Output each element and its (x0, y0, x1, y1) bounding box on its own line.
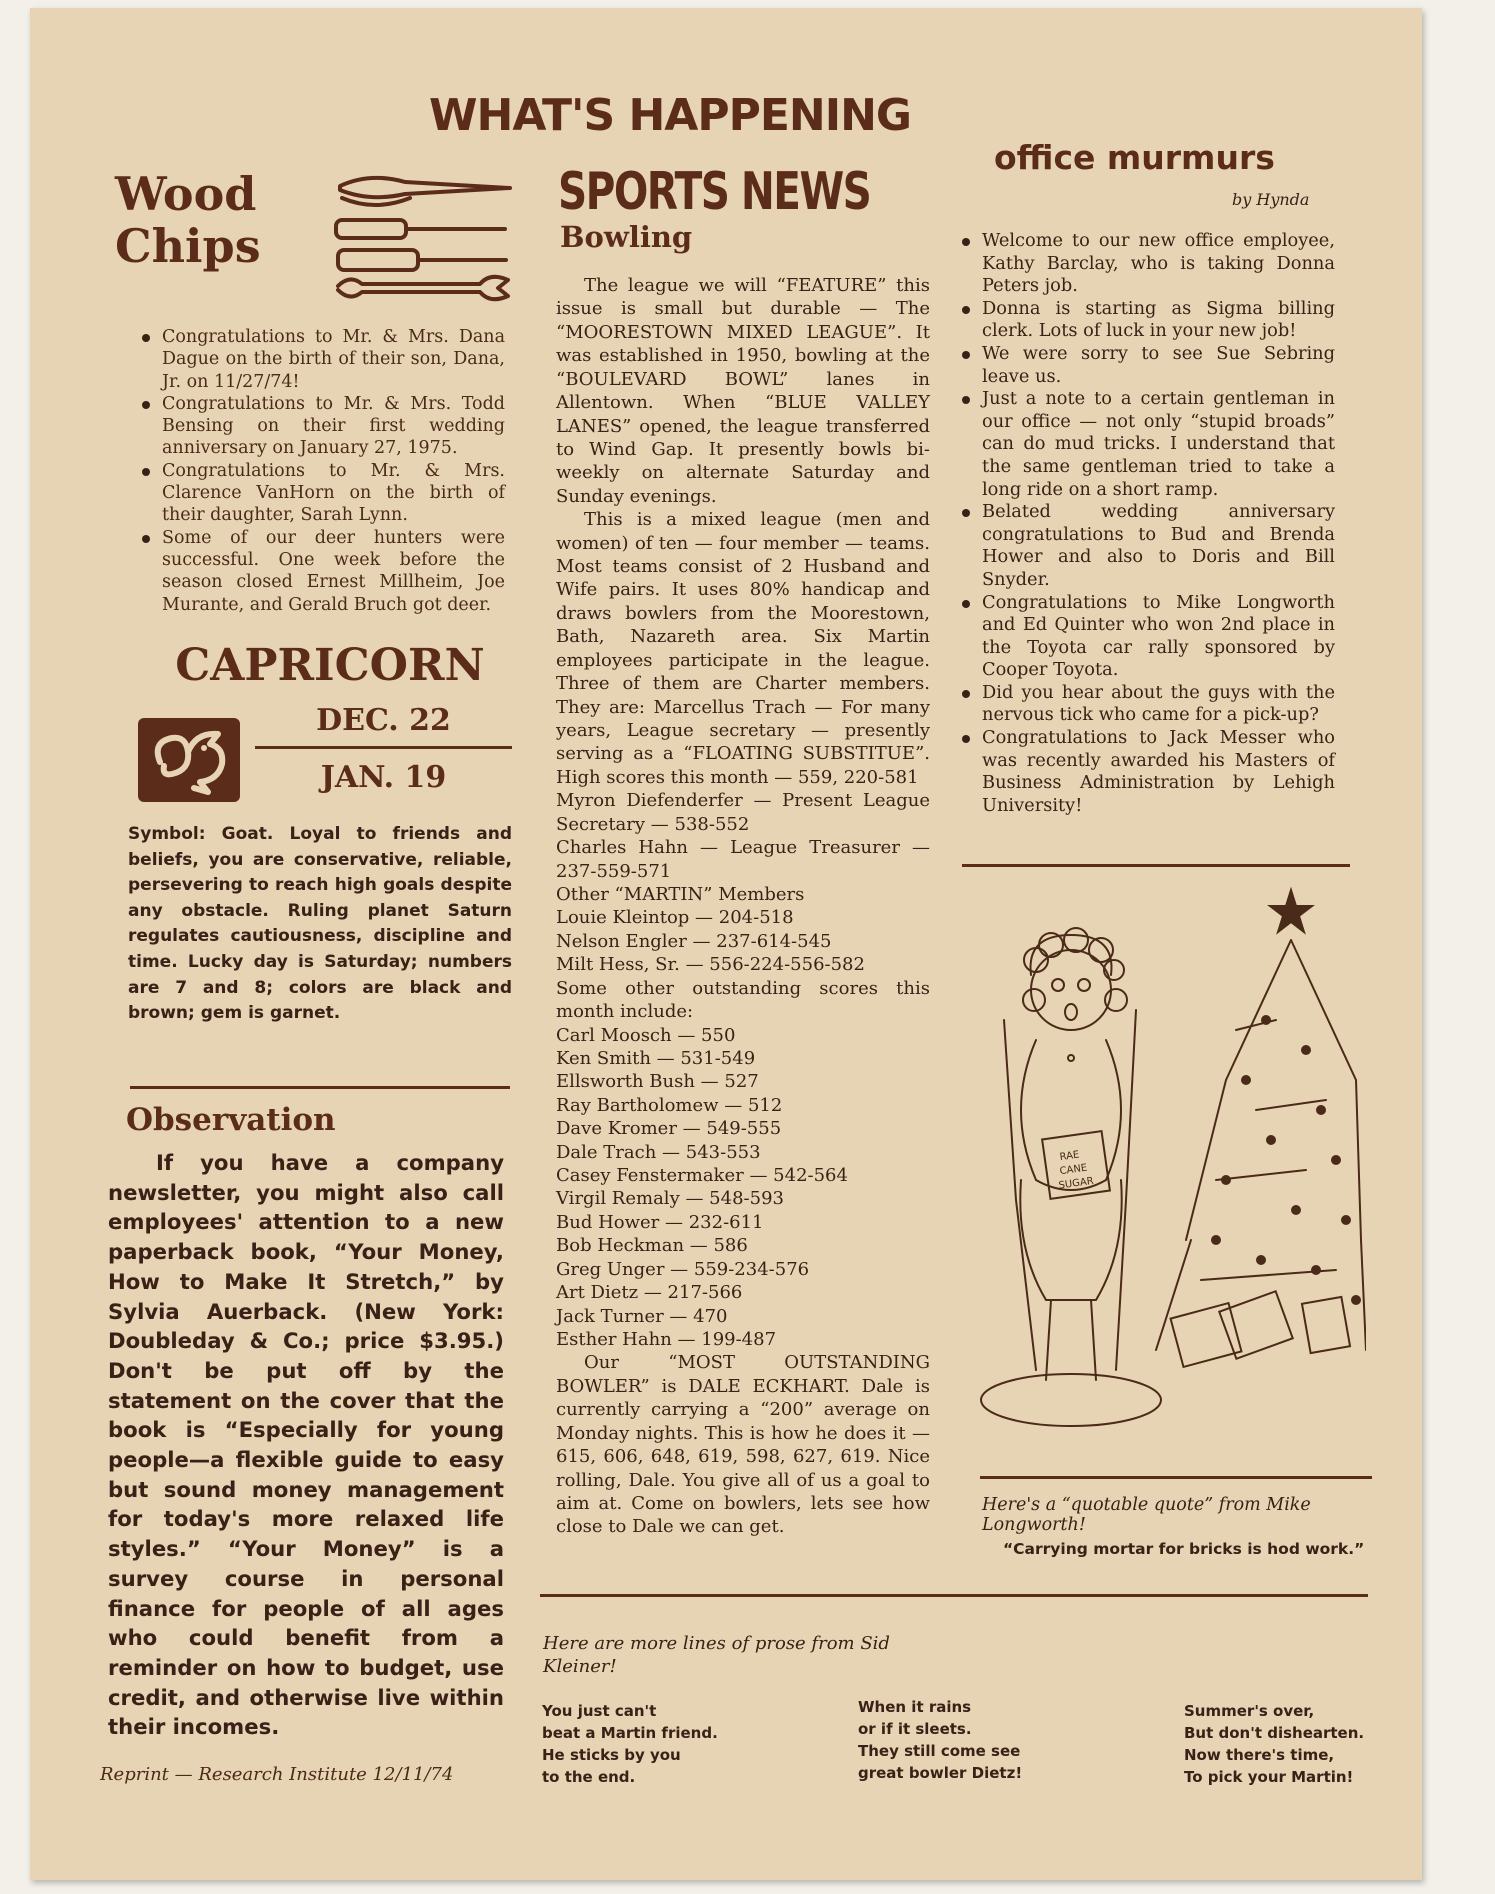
poem-line: But don't dishearten. (1184, 1724, 1365, 1742)
officer-line: Charles Hahn — League Treasurer — 237-559-571 (556, 837, 930, 882)
capricorn-text: Symbol: Goat. Loyal to friends and beliefs, you are conservative, reliable, persevering to reach high goals despite any obstacle. Ruling planet Saturn regulates cautiousness, discipline and time. Lucky day is Saturday; numbers are 7 and 8; colors are black and brown; gem is garnet. (128, 824, 512, 1024)
list-item: Belated wedding anniversary congratulations to Bud and Brenda Hower and also to Doris and Bill Snyder. (960, 501, 1335, 591)
poem-line: You just can't (542, 1702, 657, 1720)
score-line: Dave Kromer — 549-555 (556, 1118, 782, 1140)
box-label: RAE (1059, 1149, 1081, 1164)
score-line: Bud Hower — 232-611 (556, 1211, 764, 1233)
poem-line: When it rains (858, 1698, 972, 1716)
wood-chips-list (140, 326, 505, 616)
members-heading: Other “MARTIN” Members (556, 883, 805, 905)
reprint-credit: Reprint — Research Institute 12/11/74 (100, 1764, 454, 1785)
sports-paragraph: The league we will “FEATURE” this issue is small but durable — The “MOORESTOWN MIXED LEAGUE”. It was established in 1950, bowling at the “BOULEVARD BOWL” lanes in Allentown. When “BLUE VALLEY LANES” opened, the league transferred to Wind Gap. It presently bowls bi-weekly on alternate Saturday and Sunday evenings. (556, 275, 930, 507)
tools-icon (330, 168, 515, 308)
poem-line: or if it sleets. (858, 1720, 972, 1738)
divider (130, 1086, 510, 1089)
divider (962, 864, 1350, 867)
goat-sign-icon (138, 718, 240, 802)
poem (858, 1696, 1058, 1784)
list-item: Congratulations to Jack Messer who was recently awarded his Masters of Business Administration by Lehigh University! (960, 727, 1335, 817)
score-line: Jack Turner — 470 (556, 1305, 728, 1327)
divider (980, 1476, 1372, 1479)
list-item: Donna is starting as Sigma billing clerk. Lots of luck in your new job! (960, 298, 1335, 343)
poem (542, 1700, 762, 1788)
score-line: Art Dietz — 217-566 (556, 1282, 743, 1304)
box-label: SUGAR (1058, 1175, 1095, 1192)
date-start: DEC. 22 (316, 703, 451, 738)
capricorn-dates (255, 700, 512, 799)
scores-heading: Some other outstanding scores this month include: (556, 977, 930, 1023)
list-item: Welcome to our new office employee, Kathy Barclay, who is taking Donna Peters job. (960, 230, 1335, 298)
score-line: Esther Hahn — 199-487 (556, 1328, 777, 1350)
score-line: Ellsworth Bush — 527 (556, 1071, 759, 1093)
poem-line: to the end. (542, 1768, 636, 1786)
score-line: Dale Trach — 543-553 (556, 1141, 761, 1163)
page-title: WHAT'S HAPPENING (428, 90, 912, 141)
poem-line: beat a Martin friend. (542, 1724, 718, 1742)
poem-line: He sticks by you (542, 1746, 681, 1764)
poem-line: To pick your Martin! (1184, 1768, 1354, 1786)
member-line: Milt Hess, Sr. — 556-224-556-582 (556, 954, 865, 976)
wood-chips-title-line2: Chips (115, 219, 261, 273)
score-line: Carl Moosch — 550 (556, 1024, 736, 1046)
score-line: Bob Heckman — 586 (556, 1235, 748, 1257)
officer-line: Myron Diefenderfer — Present League Secretary — 538-552 (556, 790, 930, 835)
sports-paragraph: This is a mixed league (men and women) of ten — four member — teams. Most teams consist of 2 Husband and Wife pairs. It uses 80% handicap and draws bowlers from the Moorestown, Bath, Nazareth area. Six Martin employees participate in the league. Three of them are Charter members. They are: Marcellus Trach — For many years, League secretary — presently serving as a “FLOATING SUBSTITUE”. High scores this month — 559, 220-581 (556, 509, 930, 788)
score-line: Casey Fenstermaker — 542-564 (556, 1165, 848, 1187)
sports-title: SPORTS NEWS (558, 162, 871, 222)
capricorn-title: CAPRICORN (175, 640, 485, 691)
list-item: Congratulations to Mr. & Mrs. Dana Dague on the birth of their son, Dana, Jr. on 11/27/74! (140, 326, 505, 393)
observation-text: If you have a company newsletter, you might also call employees' attention to a new paperback book, “Your Money, How to Make It Stretch,” by Sylvia Auerback. (New York: Doubleday & Co.; price $3.95.) Don't be put off by the statement on the cover that the book is “Especially for young people—a flexible guide to easy but sound money management for today's more relaxed life styles.” “Your Money” is a survey course in personal finance for people of all ages who could benefit from a reminder on how to budget, use credit, and otherwise live within their incomes. (108, 1150, 504, 1740)
date-divider (255, 746, 512, 749)
wood-chips-title (115, 168, 315, 272)
member-line: Nelson Engler — 237-614-545 (556, 930, 832, 952)
date-end: JAN. 19 (320, 760, 447, 795)
byline: by Hynda (1232, 190, 1310, 209)
score-line: Greg Unger — 559-234-576 (556, 1258, 810, 1280)
score-line: Ray Bartholomew — 512 (556, 1094, 783, 1116)
list-item: Did you hear about the guys with the nervous tick who came for a pick-up? (960, 682, 1335, 727)
prose-intro: Here are more lines of prose from Sid Kleiner! (543, 1633, 890, 1677)
list-item: Congratulations to Mike Longworth and Ed Quinter who won 2nd place in the Toyota car rally sponsored by Cooper Toyota. (960, 592, 1335, 682)
poem-line: great bowler Dietz! (858, 1764, 1023, 1782)
office-murmurs-title: office murmurs (994, 138, 1275, 177)
sports-closing: Our “MOST OUTSTANDING BOWLER” is DALE ECKHART. Dale is currently carrying a “200” average on Monday nights. This is how he does it — 615, 606, 648, 619, 598, 627, 619. Nice rolling, Dale. You give all of us a goal to aim at. Come on bowlers, lets see how close to Dale we can get. (556, 1352, 930, 1538)
quotable-quote: “Carrying mortar for bricks is hod work.” (1003, 1540, 1365, 1558)
wood-chips-title-line1: Wood (115, 167, 257, 221)
christmas-illustration (976, 880, 1366, 1460)
score-line: Virgil Remaly — 548-593 (556, 1188, 784, 1210)
office-murmurs-list (960, 230, 1335, 817)
poem-line: They still come see (858, 1742, 1021, 1760)
sports-body (556, 274, 930, 1539)
poem-line: Now there's time, (1184, 1746, 1335, 1764)
member-line: Louie Kleintop — 204-518 (556, 907, 794, 929)
poem (1184, 1700, 1384, 1788)
poem-line: Summer's over, (1184, 1702, 1315, 1720)
bowling-subtitle: Bowling (560, 220, 693, 254)
box-label: CANE (1059, 1162, 1088, 1178)
list-item: Some of our deer hunters were successful. One week before the season closed Ernest Millheim, Joe Murante, and Gerald Bruch got deer. (140, 527, 505, 616)
list-item: Congratulations to Mr. & Mrs. Todd Bensing on their first wedding anniversary on January 27, 1975. (140, 393, 505, 460)
list-item: We were sorry to see Sue Sebring leave us. (960, 343, 1335, 388)
list-item: Just a note to a certain gentleman in our office — not only “stupid broads” can do mud tricks. I understand that the same gentleman tried to take a long ride on a short ramp. (960, 388, 1335, 501)
score-line: Ken Smith — 531-549 (556, 1047, 756, 1069)
observation-title: Observation (126, 1102, 336, 1138)
illustration-caption: Here's a “quotable quote” from Mike Longworth! (982, 1495, 1311, 1535)
divider (540, 1594, 1368, 1597)
list-item: Congratulations to Mr. & Mrs. Clarence VanHorn on the birth of their daughter, Sarah Lynn. (140, 460, 505, 527)
